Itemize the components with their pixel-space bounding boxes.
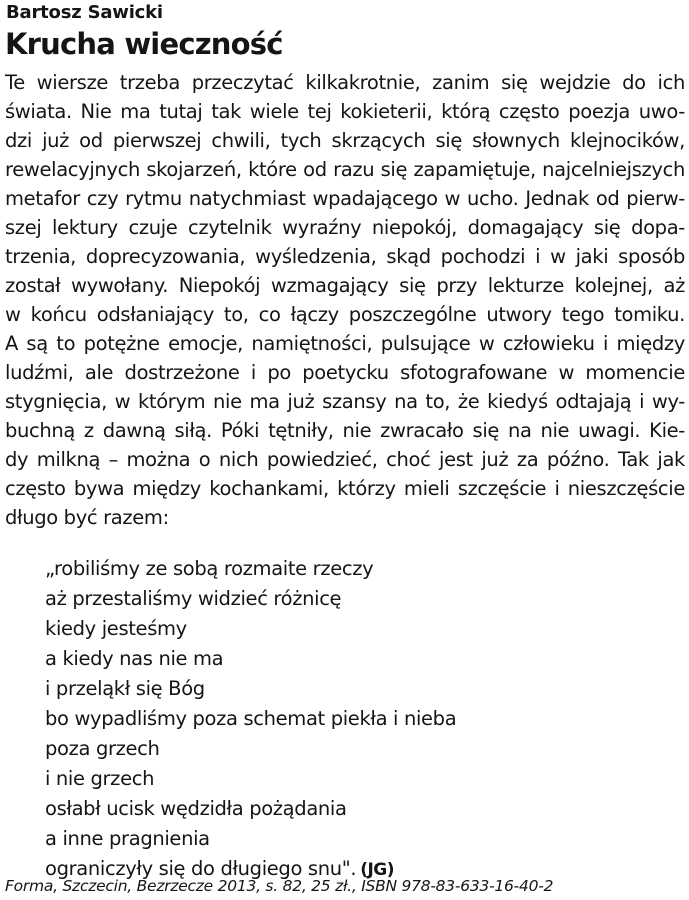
book-title: Krucha wieczność xyxy=(5,27,283,61)
poem-line: i przeląkł się Bóg xyxy=(45,677,205,700)
poem-line: i nie grzech xyxy=(45,767,155,790)
poem-line: osłabł ucisk wędzidła pożądania xyxy=(45,797,347,820)
author-name: Bartosz Sawicki xyxy=(6,2,163,23)
poem-line: poza grzech xyxy=(45,737,160,760)
poem-quote xyxy=(45,554,456,884)
review-line: stygnięcia, w którym nie ma już szansy na to, że kiedyś odtajają i wy- xyxy=(5,390,685,413)
review-line: świata. Nie ma tutaj tak wiele tej kokieterii, którą często poezja uwo- xyxy=(5,100,685,123)
poem-line: bo wypadliśmy poza schemat piekła i nieba xyxy=(45,707,457,730)
poem-line: kiedy jesteśmy xyxy=(45,617,187,640)
review-line: A są to potężne emocje, namiętności, pulsujące w człowieku i między xyxy=(5,332,685,355)
review-line: rewelacyjnych skojarzeń, które od razu się zapamiętuje, najcelniejszych xyxy=(5,158,685,181)
poem-line: „robiliśmy ze sobą rozmaite rzeczy xyxy=(45,557,374,580)
reviewer-initials: (JG) xyxy=(360,860,395,880)
poem-line: aż przestaliśmy widzieć różnicę xyxy=(45,587,342,610)
review-line: metafor czy rytmu natychmiast wpadającego w ucho. Jednak od pierw- xyxy=(5,187,685,210)
poem-line: a inne pragnienia xyxy=(45,827,210,850)
review-line: w końcu odsłaniający to, co łączy poszczególne utwory tego tomiku. xyxy=(5,303,685,326)
publication-info: Forma, Szczecin, Bezrzecze 2013, s. 82, 25 zł., ISBN 978-83-633-16-40-2 xyxy=(5,877,554,895)
review-line: dy milkną – można o nich powiedzieć, choć jest już za późno. Tak jak xyxy=(5,448,685,471)
review-line: dzi już od pierwszej chwili, tych skrzących się słownych klejnocików, xyxy=(5,129,685,152)
review-line: często bywa między kochankami, którzy mieli szczęście i nieszczęście xyxy=(5,477,685,500)
review-text xyxy=(5,68,685,532)
review-line: został wywołany. Niepokój wzmagający się przy lekturze kolejnej, aż xyxy=(5,274,685,297)
review-line: Te wiersze trzeba przeczytać kilkakrotnie, zanim się wejdzie do ich xyxy=(5,71,685,94)
review-line: buchną z dawną siłą. Póki tętniły, nie zwracało się na nie uwagi. Kie- xyxy=(5,419,685,442)
review-line: szej lektury czuje czytelnik wyraźny niepokój, domagający się dopa- xyxy=(5,216,685,239)
review-line: ludźmi, ale dostrzeżone i po poetycku sfotografowane w momencie xyxy=(5,361,685,384)
review-line: długo być razem: xyxy=(5,506,169,529)
poem-line: a kiedy nas nie ma xyxy=(45,647,224,670)
poem-line-text: ograniczyły się do długiego snu". xyxy=(45,857,357,880)
review-line: trzenia, doprecyzowania, wyśledzenia, skąd pochodzi i w jaki sposób xyxy=(5,245,685,268)
